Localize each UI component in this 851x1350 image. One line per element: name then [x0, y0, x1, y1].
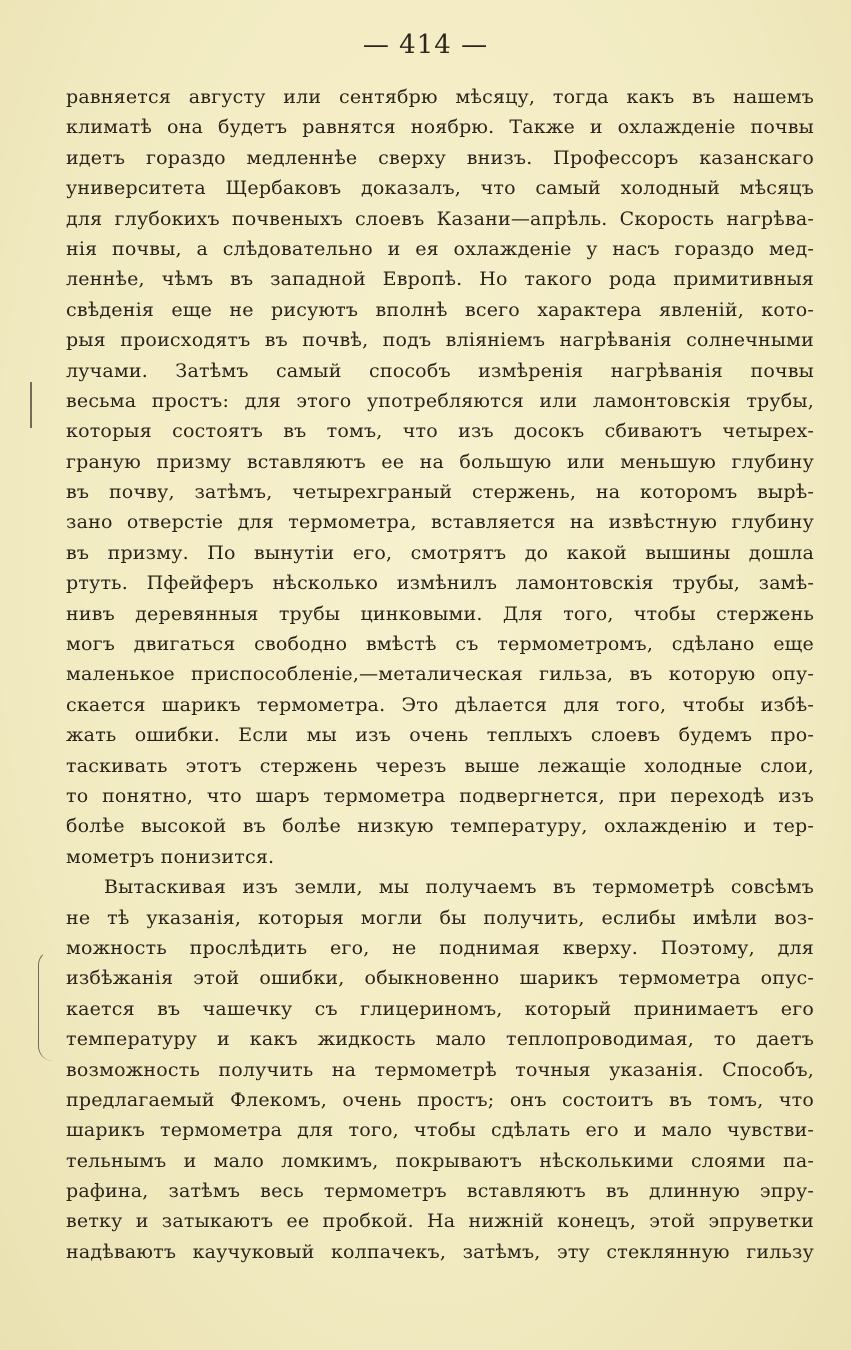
text-line: температуру и какъ жидкость мало теплопроводимая, то даетъ: [66, 1028, 814, 1051]
text-line: возможность получить на термометрѣ точныя указанія. Способъ,: [66, 1058, 814, 1081]
paragraph-start-line: Вытаскивая изъ земли, мы получаемъ въ термометрѣ совсѣмъ: [104, 876, 814, 899]
text-line: кается въ чашечку съ глицериномъ, который принимаетъ его: [66, 997, 814, 1020]
text-line: которыя состоятъ въ томъ, что изъ досокъ сбиваютъ четырех-: [66, 420, 814, 443]
text-line: тельнымъ и мало ломкимъ, покрываютъ нѣсколькими слоями па-: [66, 1149, 814, 1172]
text-line: для глубокихъ почвеныхъ слоевъ Казани—апрѣль. Скорость нагрѣва-: [66, 207, 814, 230]
text-line: маленькое приспособленіе,—металическая гильза, въ которую опу-: [66, 663, 814, 686]
text-line: не тѣ указанія, которыя могли бы получить, еслибы имѣли воз-: [66, 906, 814, 929]
text-line: нія почвы, а слѣдовательно и ея охлажденіе у насъ гораздо мед-: [66, 237, 814, 260]
margin-pencil-mark: [30, 382, 32, 428]
text-line: зано отверстіе для термометра, вставляется на извѣстную глубину: [66, 511, 814, 534]
text-line: таскивать этотъ стержень черезъ выше лежащіе холодные слои,: [66, 754, 814, 777]
text-line: рафина, затѣмъ весь термометръ вставляютъ въ длинную эпру-: [66, 1180, 814, 1203]
text-line: свѣденія еще не рисуютъ вполнѣ всего характера явленій, кото-: [66, 298, 814, 321]
text-line: надѣваютъ каучуковый колпачекъ, затѣмъ, эту стеклянную гильзу: [66, 1240, 814, 1263]
text-line: ртуть. Пфейферъ нѣсколько измѣнилъ ламонтовскія трубы, замѣ-: [66, 572, 814, 595]
text-line: шарикъ термометра для того, чтобы сдѣлать его и мало чувстви-: [66, 1119, 814, 1142]
text-line: климатѣ она будетъ равнятся ноябрю. Также и охлажденіе почвы: [66, 116, 814, 139]
text-line: болѣе высокой въ болѣе низкую температуру, охлажденію и тер-: [66, 815, 814, 838]
text-line: предлагаемый Флекомъ, очень простъ; онъ состоитъ въ томъ, что: [66, 1088, 814, 1111]
text-line: жать ошибки. Если мы изъ очень теплыхъ слоевъ будемъ про-: [66, 724, 814, 747]
text-line: могъ двигаться свободно вмѣстѣ съ термометромъ, сдѣлано еще: [66, 633, 814, 656]
page-number: — 414 —: [362, 30, 489, 60]
text-line: лучами. Затѣмъ самый способъ измѣренія нагрѣванія почвы: [66, 359, 814, 382]
text-line: весьма простъ: для этого употребляются или ламонтовскія трубы,: [66, 389, 814, 412]
text-line: можность прослѣдить его, не поднимая кверху. Поэтому, для: [66, 936, 814, 959]
body-text: [66, 82, 814, 1267]
paragraph-end-line: мометръ понизится.: [66, 845, 275, 868]
text-line: граную призму вставляютъ ее на большую или меньшую глубину: [66, 450, 814, 473]
text-line: ветку и затыкаютъ ее пробкой. На нижній конецъ, этой эпруветки: [66, 1210, 814, 1233]
text-line: то понятно, что шаръ термометра подвергнется, при переходѣ изъ: [66, 784, 814, 807]
text-line: въ призму. По вынутіи его, смотрятъ до какой вышины дошла: [66, 541, 814, 564]
margin-pencil-bracket: [38, 950, 53, 1061]
text-line: университета Щербаковъ доказалъ, что самый холодный мѣсяцъ: [66, 177, 814, 200]
text-line: въ почву, затѣмъ, четырехграный стержень, на которомъ вырѣ-: [66, 481, 814, 504]
text-line: идетъ гораздо медленнѣе сверху внизъ. Профессоръ казанскаго: [66, 146, 814, 169]
text-line: избѣжанія этой ошибки, обыкновенно шарикъ термометра опус-: [66, 967, 814, 990]
text-line: равняется августу или сентябрю мѣсяцу, тогда какъ въ нашемъ: [66, 86, 814, 108]
text-line: скается шарикъ термометра. Это дѣлается для того, чтобы избѣ-: [66, 693, 814, 716]
text-line: рыя происходятъ въ почвѣ, подъ вліяніемъ нагрѣванія солнечными: [66, 329, 814, 352]
text-line: леннѣе, чѣмъ въ западной Европѣ. Но такого рода примитивныя: [66, 268, 814, 291]
text-line: нивъ деревянныя трубы цинковыми. Для того, чтобы стержень: [66, 602, 814, 625]
